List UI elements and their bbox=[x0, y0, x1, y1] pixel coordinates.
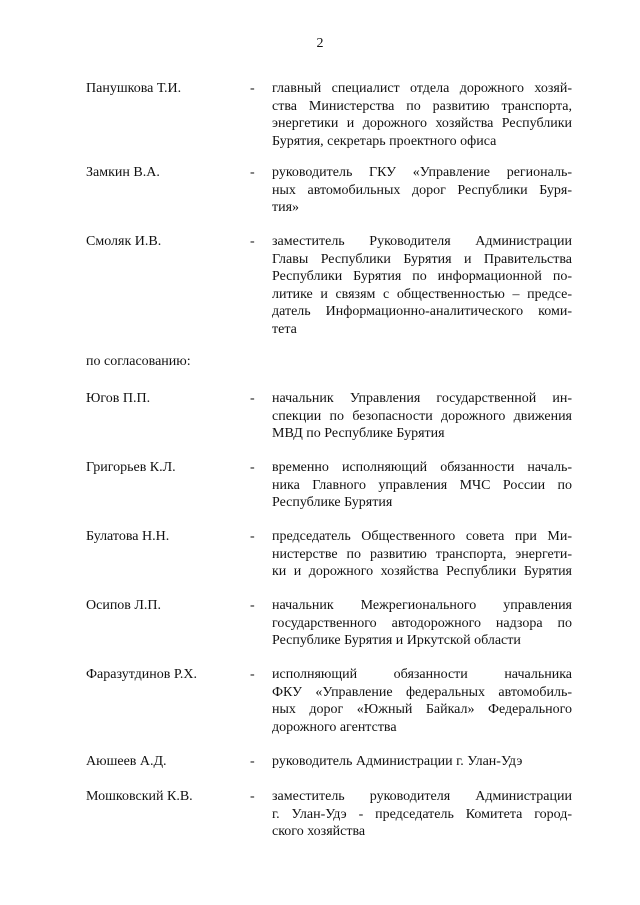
member-name: Панушкова Т.И. bbox=[86, 81, 182, 96]
member-name: Мошковский К.В. bbox=[86, 789, 193, 804]
position-line: ных дорог «Южный Байкал» Федерального bbox=[272, 702, 572, 717]
position-line: дорожного агентства bbox=[272, 719, 397, 735]
member-position bbox=[272, 666, 572, 736]
position-line: руководитель ГКУ «Управление региональ- bbox=[272, 165, 572, 180]
position-line: исполняющий обязанности начальника bbox=[272, 667, 572, 682]
member-name: Аюшеев А.Д. bbox=[86, 754, 167, 769]
position-line: начальник Управления государственной ин- bbox=[272, 391, 572, 406]
member-name: Югов П.П. bbox=[86, 391, 151, 406]
position-line: ных автомобильных дорог Республики Буря- bbox=[272, 182, 572, 198]
position-line: начальник Межрегионального управления bbox=[272, 598, 572, 613]
position-line: датель Информационно-аналитического коми- bbox=[272, 304, 572, 319]
member-position bbox=[272, 753, 572, 771]
position-line: тия» bbox=[272, 200, 300, 215]
position-line: временно исполняющий обязанности началь- bbox=[272, 460, 572, 475]
section-label: по согласованию: bbox=[86, 354, 191, 369]
position-line: МВД по Республике Бурятия bbox=[272, 426, 445, 441]
dash-separator: - bbox=[250, 391, 255, 406]
position-line: энергетики и дорожного хозяйства Республики bbox=[272, 116, 572, 131]
dash-separator: - bbox=[250, 81, 255, 96]
member-position bbox=[272, 597, 572, 650]
position-line: Республике Бурятия bbox=[272, 495, 393, 510]
member-name: Осипов Л.П. bbox=[86, 598, 162, 613]
position-line: Главы Республики Бурятия и Правительства bbox=[272, 251, 572, 267]
position-line: литике и связям с общественностью – предсе- bbox=[272, 286, 572, 302]
position-line: заместитель руководителя Администрации bbox=[272, 789, 572, 804]
position-line: спекции по безопасности дорожного движения bbox=[272, 408, 572, 424]
position-line: ского хозяйства bbox=[272, 824, 366, 839]
position-line: Республики Бурятия по информационной по- bbox=[272, 269, 572, 284]
member-position bbox=[272, 788, 572, 841]
dash-separator: - bbox=[250, 667, 255, 682]
position-line: ства Министерства по развитию транспорта, bbox=[272, 98, 572, 114]
position-line: заместитель Руководителя Администрации bbox=[272, 234, 572, 249]
dash-separator: - bbox=[250, 234, 255, 249]
page-number: 2 bbox=[316, 36, 324, 51]
position-line: государственного автодорожного надзора по bbox=[272, 615, 572, 631]
member-position bbox=[272, 164, 572, 217]
position-line: г. Улан-Удэ - председатель Комитета город- bbox=[272, 806, 572, 822]
position-line: тета bbox=[272, 321, 297, 337]
dash-separator: - bbox=[250, 529, 255, 544]
member-position bbox=[272, 233, 572, 338]
position-line: главный специалист отдела дорожного хозяй- bbox=[272, 81, 572, 96]
position-line: ника Главного управления МЧС России по bbox=[272, 477, 572, 493]
dash-separator: - bbox=[250, 598, 255, 613]
member-name: Фаразутдинов Р.Х. bbox=[86, 667, 198, 682]
dash-separator: - bbox=[250, 460, 255, 475]
position-line: ФКУ «Управление федеральных автомобиль- bbox=[272, 684, 572, 700]
position-line: нистерстве по развитию транспорта, энергети- bbox=[272, 546, 572, 562]
member-name: Смоляк И.В. bbox=[86, 234, 162, 249]
member-name: Замкин В.А. bbox=[86, 165, 160, 180]
dash-separator: - bbox=[250, 789, 255, 804]
member-position bbox=[272, 459, 572, 512]
member-name: Григорьев К.Л. bbox=[86, 460, 176, 475]
position-line: председатель Общественного совета при Ми- bbox=[272, 529, 572, 544]
position-line: Республике Бурятия и Иркутской области bbox=[272, 633, 521, 648]
member-name: Булатова Н.Н. bbox=[86, 529, 170, 544]
position-line: руководитель Администрации г. Улан-Удэ bbox=[272, 754, 523, 769]
dash-separator: - bbox=[250, 754, 255, 769]
member-position bbox=[272, 390, 572, 443]
member-position bbox=[272, 528, 572, 581]
member-position bbox=[272, 80, 572, 150]
position-line: Бурятия, секретарь проектного офиса bbox=[272, 133, 497, 149]
dash-separator: - bbox=[250, 165, 255, 180]
position-line: ки и дорожного хозяйства Республики Бурятия bbox=[272, 564, 572, 579]
